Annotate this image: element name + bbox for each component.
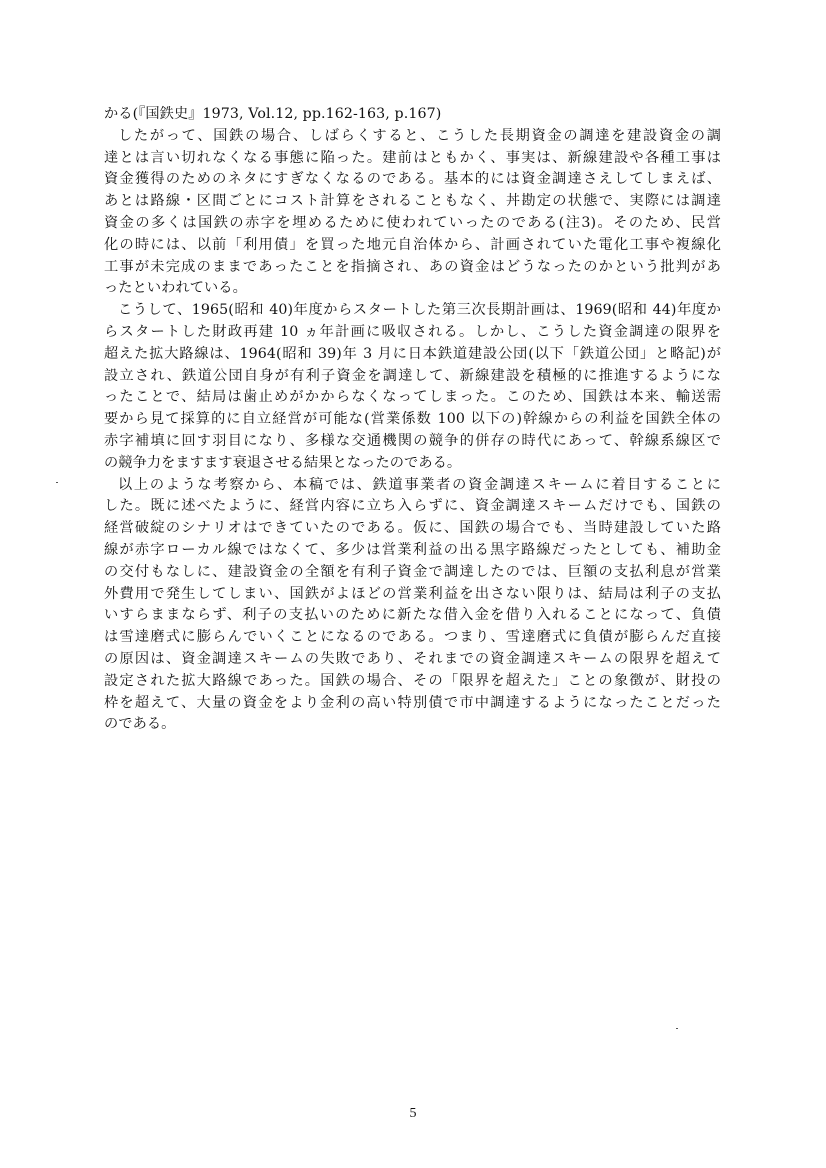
text-line: したがって、国鉄の場合、しばらくすると、こうした長期資金の調達を建設資金の調 <box>118 127 721 144</box>
text-line: 資金の多くは国鉄の赤字を埋めるために使われていったのである(注3)。そのため、民営 <box>104 214 721 231</box>
text-line: の競争力をますます衰退させる結果となったのである。 <box>104 454 462 471</box>
text-line: ったといわれている。 <box>104 280 247 297</box>
text-line: ったことで、結局は歯止めがかからなくなってしまった。このため、国鉄は本来、輸送需 <box>104 389 721 406</box>
page-number: 5 <box>409 1106 417 1121</box>
text-line: 超えた拡大路線は、1964(昭和 39)年 3 月に日本鉄道建設公団(以下「鉄道公団」と略記)が <box>104 345 721 362</box>
text-line: 設定された拡大路線であった。国鉄の場合、その「限界を超えた」ことの象徴が、財投の <box>104 672 721 689</box>
text-line: の交付もなしに、建設資金の全額を有利子資金で調達したのでは、巨額の支払利息が営業 <box>104 563 721 580</box>
text-line: 外費用で発生してしまい、国鉄がよほどの営業利益を出さない限りは、結局は利子の支払 <box>104 585 721 602</box>
text-line: 要から見て採算的に自立経営が可能な(営業係数 100 以下の)幹線からの利益を国鉄全体の <box>104 411 721 428</box>
text-line: 以上のような考察から、本稿では、鉄道事業者の資金調達スキームに着目することに <box>118 476 721 493</box>
text-line: 工事が未完成のままであったことを指摘され、あの資金はどうなったのかという批判があ <box>104 258 721 275</box>
scan-speck <box>676 1028 678 1029</box>
text-line: 枠を超えて、大量の資金をより金利の高い特別債で市中調達するようになったことだった <box>104 694 721 711</box>
text-line: いすらままならず、利子の支払いのために新たな借入金を借り入れることになって、負債 <box>104 607 721 624</box>
text-line: のである。 <box>104 716 176 733</box>
text-line: の原因は、資金調達スキームの失敗であり、それまでの資金調達スキームの限界を超えて <box>104 650 721 667</box>
scan-speck <box>56 482 58 483</box>
text-line: こうして、1965(昭和 40)年度からスタートした第三次長期計画は、1969(昭和 44)年度か <box>118 302 721 319</box>
body-text <box>104 104 721 736</box>
text-line: 設立され、鉄道公団自身が有利子資金を調達して、新線建設を積極的に推進するようにな <box>104 367 721 384</box>
text-line: あとは路線・区間ごとにコスト計算をされることもなく、丼勘定の状態で、実際には調達 <box>104 193 721 210</box>
text-line: 経営破綻のシナリオはできていたのである。仮に、国鉄の場合でも、当時建設していた路 <box>104 520 721 537</box>
text-line: 資金獲得のためのネタにすぎなくなるのである。基本的には資金調達さえしてしまえば、 <box>104 171 721 188</box>
text-line: 達とは言い切れなくなる事態に陥った。建前はともかく、事実は、新線建設や各種工事は <box>104 149 721 166</box>
text-line: は雪達磨式に膨らんでいくことになるのである。つまり、雪達磨式に負債が膨らんだ直接 <box>104 629 721 646</box>
text-line: らスタートした財政再建 10 ヵ年計画に吸収される。しかし、こうした資金調達の限界を <box>104 323 721 340</box>
text-line: かる(『国鉄史』1973, Vol.12, pp.162-163, p.167) <box>104 106 442 122</box>
text-line: 化の時には、以前「利用債」を買った地元自治体から、計画されていた電化工事や複線化 <box>104 236 721 253</box>
text-line: 赤字補填に回す羽目になり、多様な交通機関の競争的併存の時代にあって、幹線系線区で <box>104 432 721 449</box>
text-line: 線が赤字ローカル線ではなくて、多少は営業利益の出る黒字路線だったとしても、補助金 <box>104 541 721 558</box>
text-line: した。既に述べたように、経営内容に立ち入らずに、資金調達スキームだけでも、国鉄の <box>104 498 721 515</box>
